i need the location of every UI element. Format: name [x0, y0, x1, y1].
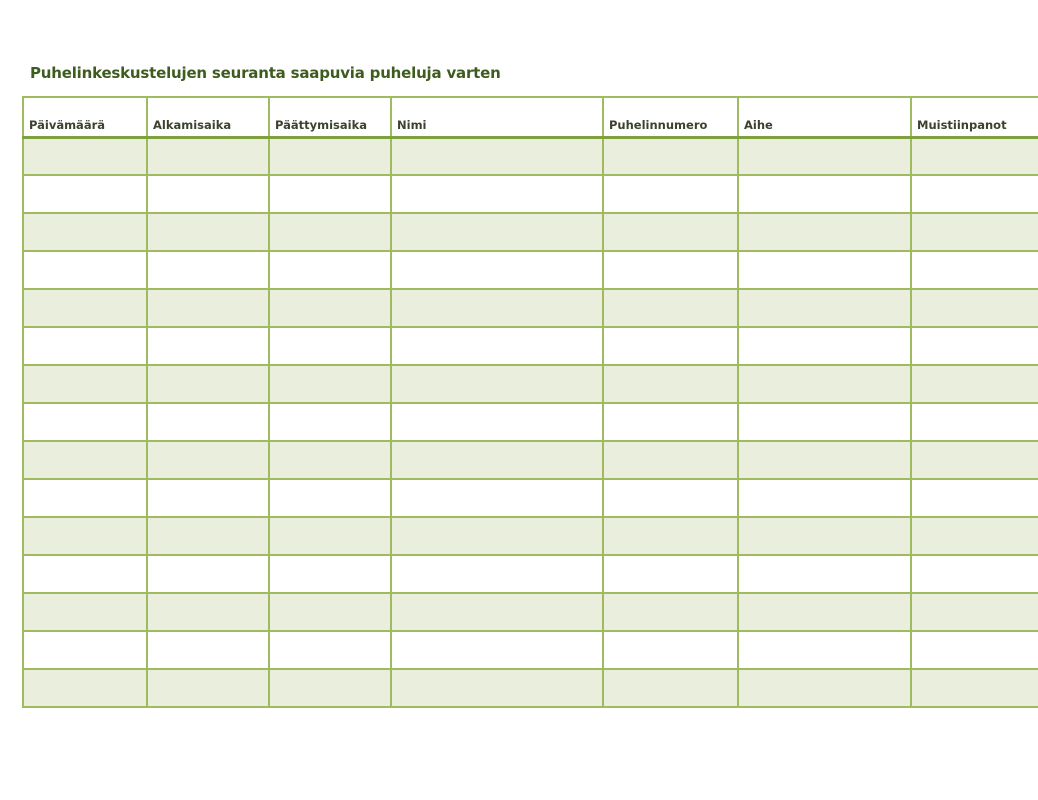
cell-aihe[interactable] — [738, 479, 911, 517]
cell-paivamaara[interactable] — [23, 137, 147, 175]
cell-puhelinnumero[interactable] — [603, 213, 738, 251]
cell-alkamisaika[interactable] — [147, 669, 269, 707]
table-row — [23, 441, 1038, 479]
cell-alkamisaika[interactable] — [147, 555, 269, 593]
cell-puhelinnumero[interactable] — [603, 593, 738, 631]
cell-muistiinpanot[interactable] — [911, 327, 1038, 365]
cell-paivamaara[interactable] — [23, 365, 147, 403]
cell-alkamisaika[interactable] — [147, 517, 269, 555]
cell-aihe[interactable] — [738, 669, 911, 707]
cell-paattymisaika[interactable] — [269, 251, 391, 289]
table-row — [23, 365, 1038, 403]
cell-puhelinnumero[interactable] — [603, 289, 738, 327]
cell-paivamaara[interactable] — [23, 593, 147, 631]
cell-paattymisaika[interactable] — [269, 631, 391, 669]
table-row — [23, 403, 1038, 441]
cell-paivamaara[interactable] — [23, 669, 147, 707]
table-row — [23, 631, 1038, 669]
cell-nimi[interactable] — [391, 365, 603, 403]
cell-puhelinnumero[interactable] — [603, 137, 738, 175]
cell-puhelinnumero[interactable] — [603, 175, 738, 213]
cell-muistiinpanot[interactable] — [911, 251, 1038, 289]
cell-muistiinpanot[interactable] — [911, 555, 1038, 593]
cell-aihe[interactable] — [738, 175, 911, 213]
table-row — [23, 669, 1038, 707]
cell-aihe[interactable] — [738, 441, 911, 479]
cell-aihe[interactable] — [738, 403, 911, 441]
cell-nimi[interactable] — [391, 251, 603, 289]
cell-puhelinnumero[interactable] — [603, 365, 738, 403]
cell-paivamaara[interactable] — [23, 555, 147, 593]
cell-aihe[interactable] — [738, 517, 911, 555]
cell-paivamaara[interactable] — [23, 479, 147, 517]
cell-paattymisaika[interactable] — [269, 441, 391, 479]
cell-alkamisaika[interactable] — [147, 175, 269, 213]
cell-nimi[interactable] — [391, 137, 603, 175]
table-row — [23, 517, 1038, 555]
header-row — [23, 97, 1038, 137]
cell-muistiinpanot[interactable] — [911, 175, 1038, 213]
cell-puhelinnumero[interactable] — [603, 669, 738, 707]
cell-paattymisaika[interactable] — [269, 517, 391, 555]
column-header-puhelinnumero: Puhelinnumero — [603, 97, 738, 137]
cell-aihe[interactable] — [738, 327, 911, 365]
cell-nimi[interactable] — [391, 517, 603, 555]
cell-muistiinpanot[interactable] — [911, 631, 1038, 669]
table-row — [23, 175, 1038, 213]
cell-aihe[interactable] — [738, 137, 911, 175]
cell-paattymisaika[interactable] — [269, 365, 391, 403]
cell-puhelinnumero[interactable] — [603, 555, 738, 593]
table-row — [23, 137, 1038, 175]
cell-alkamisaika[interactable] — [147, 289, 269, 327]
cell-aihe[interactable] — [738, 251, 911, 289]
cell-puhelinnumero[interactable] — [603, 479, 738, 517]
cell-nimi[interactable] — [391, 403, 603, 441]
cell-nimi[interactable] — [391, 555, 603, 593]
cell-nimi[interactable] — [391, 669, 603, 707]
column-header-aihe: Aihe — [738, 97, 911, 137]
cell-puhelinnumero[interactable] — [603, 631, 738, 669]
cell-alkamisaika[interactable] — [147, 251, 269, 289]
cell-alkamisaika[interactable] — [147, 327, 269, 365]
cell-aihe[interactable] — [738, 213, 911, 251]
table-row — [23, 327, 1038, 365]
cell-aihe[interactable] — [738, 593, 911, 631]
cell-alkamisaika[interactable] — [147, 137, 269, 175]
cell-alkamisaika[interactable] — [147, 593, 269, 631]
table-row — [23, 251, 1038, 289]
cell-paattymisaika[interactable] — [269, 213, 391, 251]
cell-alkamisaika[interactable] — [147, 403, 269, 441]
cell-nimi[interactable] — [391, 479, 603, 517]
cell-muistiinpanot[interactable] — [911, 137, 1038, 175]
cell-alkamisaika[interactable] — [147, 365, 269, 403]
call-log-grid — [22, 96, 1038, 708]
table-row — [23, 479, 1038, 517]
cell-paivamaara[interactable] — [23, 175, 147, 213]
cell-muistiinpanot[interactable] — [911, 213, 1038, 251]
cell-nimi[interactable] — [391, 631, 603, 669]
cell-paattymisaika[interactable] — [269, 327, 391, 365]
cell-muistiinpanot[interactable] — [911, 669, 1038, 707]
cell-paattymisaika[interactable] — [269, 175, 391, 213]
cell-paivamaara[interactable] — [23, 251, 147, 289]
cell-paivamaara[interactable] — [23, 213, 147, 251]
page-title: Puhelinkeskustelujen seuranta saapuvia puheluja varten — [30, 64, 501, 82]
cell-muistiinpanot[interactable] — [911, 365, 1038, 403]
cell-paattymisaika[interactable] — [269, 137, 391, 175]
cell-puhelinnumero[interactable] — [603, 327, 738, 365]
cell-nimi[interactable] — [391, 175, 603, 213]
cell-alkamisaika[interactable] — [147, 631, 269, 669]
cell-paattymisaika[interactable] — [269, 593, 391, 631]
cell-nimi[interactable] — [391, 213, 603, 251]
cell-paattymisaika[interactable] — [269, 669, 391, 707]
cell-nimi[interactable] — [391, 593, 603, 631]
column-header-paattymisaika: Päättymisaika — [269, 97, 391, 137]
cell-muistiinpanot[interactable] — [911, 517, 1038, 555]
table-row — [23, 593, 1038, 631]
cell-paattymisaika[interactable] — [269, 555, 391, 593]
cell-muistiinpanot[interactable] — [911, 479, 1038, 517]
cell-muistiinpanot[interactable] — [911, 441, 1038, 479]
cell-alkamisaika[interactable] — [147, 479, 269, 517]
column-header-muistiinpanot: Muistiinpanot — [911, 97, 1038, 137]
call-log-table — [22, 96, 1038, 744]
cell-puhelinnumero[interactable] — [603, 517, 738, 555]
cell-puhelinnumero[interactable] — [603, 441, 738, 479]
cell-muistiinpanot[interactable] — [911, 403, 1038, 441]
cell-paivamaara[interactable] — [23, 289, 147, 327]
cell-paattymisaika[interactable] — [269, 289, 391, 327]
cell-alkamisaika[interactable] — [147, 441, 269, 479]
cell-muistiinpanot[interactable] — [911, 593, 1038, 631]
table-row — [23, 555, 1038, 593]
cell-puhelinnumero[interactable] — [603, 403, 738, 441]
cell-paivamaara[interactable] — [23, 403, 147, 441]
cell-paivamaara[interactable] — [23, 631, 147, 669]
cell-paivamaara[interactable] — [23, 517, 147, 555]
cell-alkamisaika[interactable] — [147, 213, 269, 251]
cell-nimi[interactable] — [391, 327, 603, 365]
cell-nimi[interactable] — [391, 289, 603, 327]
cell-aihe[interactable] — [738, 555, 911, 593]
cell-aihe[interactable] — [738, 365, 911, 403]
cell-aihe[interactable] — [738, 631, 911, 669]
cell-puhelinnumero[interactable] — [603, 251, 738, 289]
cell-paivamaara[interactable] — [23, 441, 147, 479]
cell-paivamaara[interactable] — [23, 327, 147, 365]
cell-aihe[interactable] — [738, 289, 911, 327]
column-header-alkamisaika: Alkamisaika — [147, 97, 269, 137]
column-header-nimi: Nimi — [391, 97, 603, 137]
table-row — [23, 213, 1038, 251]
table-row — [23, 289, 1038, 327]
column-header-paivamaara: Päivämäärä — [23, 97, 147, 137]
cell-muistiinpanot[interactable] — [911, 289, 1038, 327]
cell-paattymisaika[interactable] — [269, 403, 391, 441]
cell-nimi[interactable] — [391, 441, 603, 479]
cell-paattymisaika[interactable] — [269, 479, 391, 517]
